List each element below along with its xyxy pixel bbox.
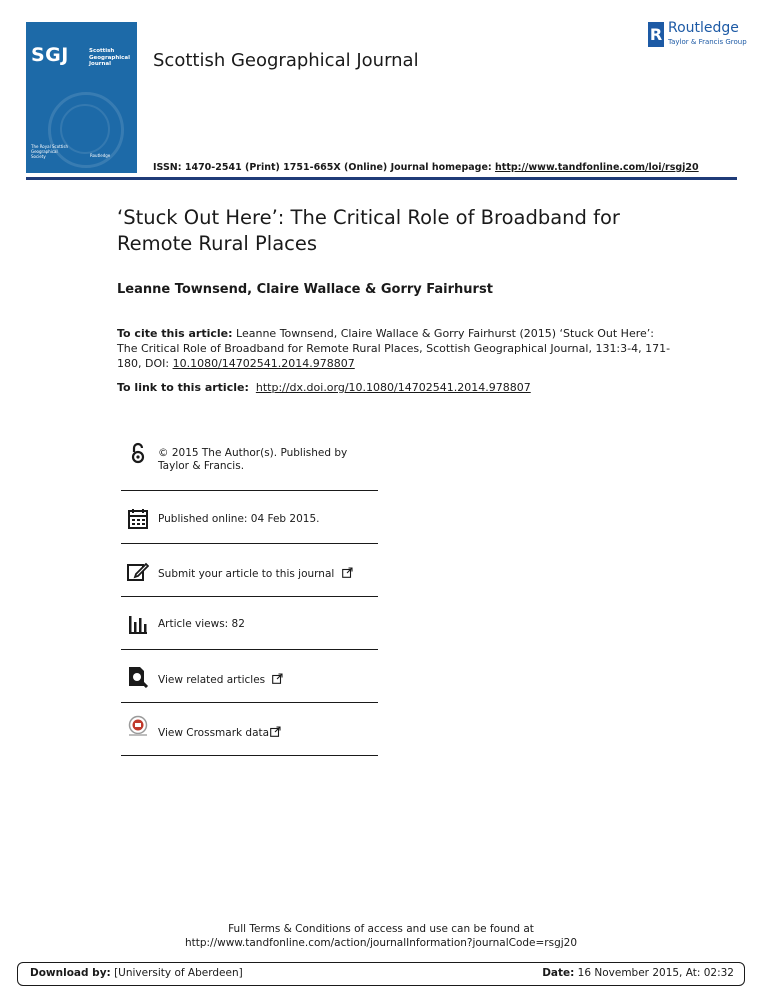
article-link [117, 381, 531, 394]
crossmark-icon [127, 715, 149, 737]
date-value: 16 November 2015, At: 02:32 [574, 967, 734, 979]
journal-cover [26, 22, 137, 173]
open-access-item [121, 438, 378, 491]
external-link-icon [270, 726, 281, 737]
issn-line [153, 162, 699, 173]
publisher-group: Taylor & Francis Group [668, 38, 747, 46]
link-label: To link to this article: [117, 381, 249, 394]
journal-name: Scottish Geographical Journal [153, 50, 419, 71]
date-label: Date: [542, 967, 575, 979]
cover-society: The Royal Scottish Geographical Society [31, 144, 69, 159]
citation [117, 326, 677, 371]
bar-chart-icon [127, 613, 149, 635]
download-footer [17, 962, 745, 986]
cite-label: To cite this article: [117, 327, 233, 340]
external-link-icon [272, 673, 283, 684]
crossmark-link[interactable]: View Crossmark data [158, 727, 270, 739]
open-lock-icon [127, 442, 149, 464]
cover-title: Scottish Geographical Journal [89, 48, 130, 67]
date-info [542, 967, 734, 979]
views-text: Article views: 82 [158, 618, 245, 630]
crossmark-item[interactable] [121, 703, 378, 756]
cover-publisher: Routledge [90, 153, 111, 158]
edit-icon [127, 561, 149, 583]
related-item[interactable] [121, 650, 378, 703]
open-access-text: © 2015 The Author(s). Published by Taylor & Francis. [158, 447, 348, 472]
issn-text: ISSN: 1470-2541 (Print) 1751-665X (Online) Journal homepage: [153, 162, 496, 173]
external-link-icon [342, 567, 353, 578]
article-title: ‘Stuck Out Here’: The Critical Role of Broadband for Remote Rural Places [117, 206, 620, 255]
published-item [121, 491, 378, 544]
submit-item[interactable] [121, 544, 378, 597]
views-item [121, 597, 378, 650]
terms-line-1: Full Terms & Conditions of access and use can be found at [228, 923, 534, 935]
calendar-icon [127, 508, 149, 530]
terms-notice [0, 922, 762, 950]
download-info [30, 967, 243, 979]
article-info-list [121, 438, 378, 756]
cover-abbrev: SGJ [31, 44, 69, 66]
header-rule [26, 177, 737, 180]
doi-link[interactable]: 10.1080/14702541.2014.978807 [172, 357, 355, 370]
related-search-icon [127, 666, 149, 688]
article-url-link[interactable]: http://dx.doi.org/10.1080/14702541.2014.978807 [255, 381, 531, 394]
routledge-r-icon: R [648, 22, 664, 47]
published-text: Published online: 04 Feb 2015. [158, 513, 320, 525]
article-authors: Leanne Townsend, Claire Wallace & Gorry Fairhurst [117, 282, 493, 297]
related-link[interactable]: View related articles [158, 674, 266, 686]
cite-text: Leanne Townsend, Claire Wallace & Gorry Fairhurst (2015) ‘Stuck Out Here’: The Critical Role of Broadband for Remote Rural Places, Scottish Geographical Journal, 131:3-4, 171-180, DOI: [117, 327, 671, 370]
download-value: [University of Aberdeen] [110, 967, 243, 979]
submit-link[interactable]: Submit your article to this journal [158, 568, 335, 580]
journal-homepage-link[interactable]: http://www.tandfonline.com/loi/rsgj20 [495, 162, 699, 173]
download-label: Download by: [30, 967, 111, 979]
publisher-name: Routledge [668, 20, 739, 36]
terms-url[interactable]: http://www.tandfonline.com/action/journalInformation?journalCode=rsgj20 [184, 937, 578, 949]
